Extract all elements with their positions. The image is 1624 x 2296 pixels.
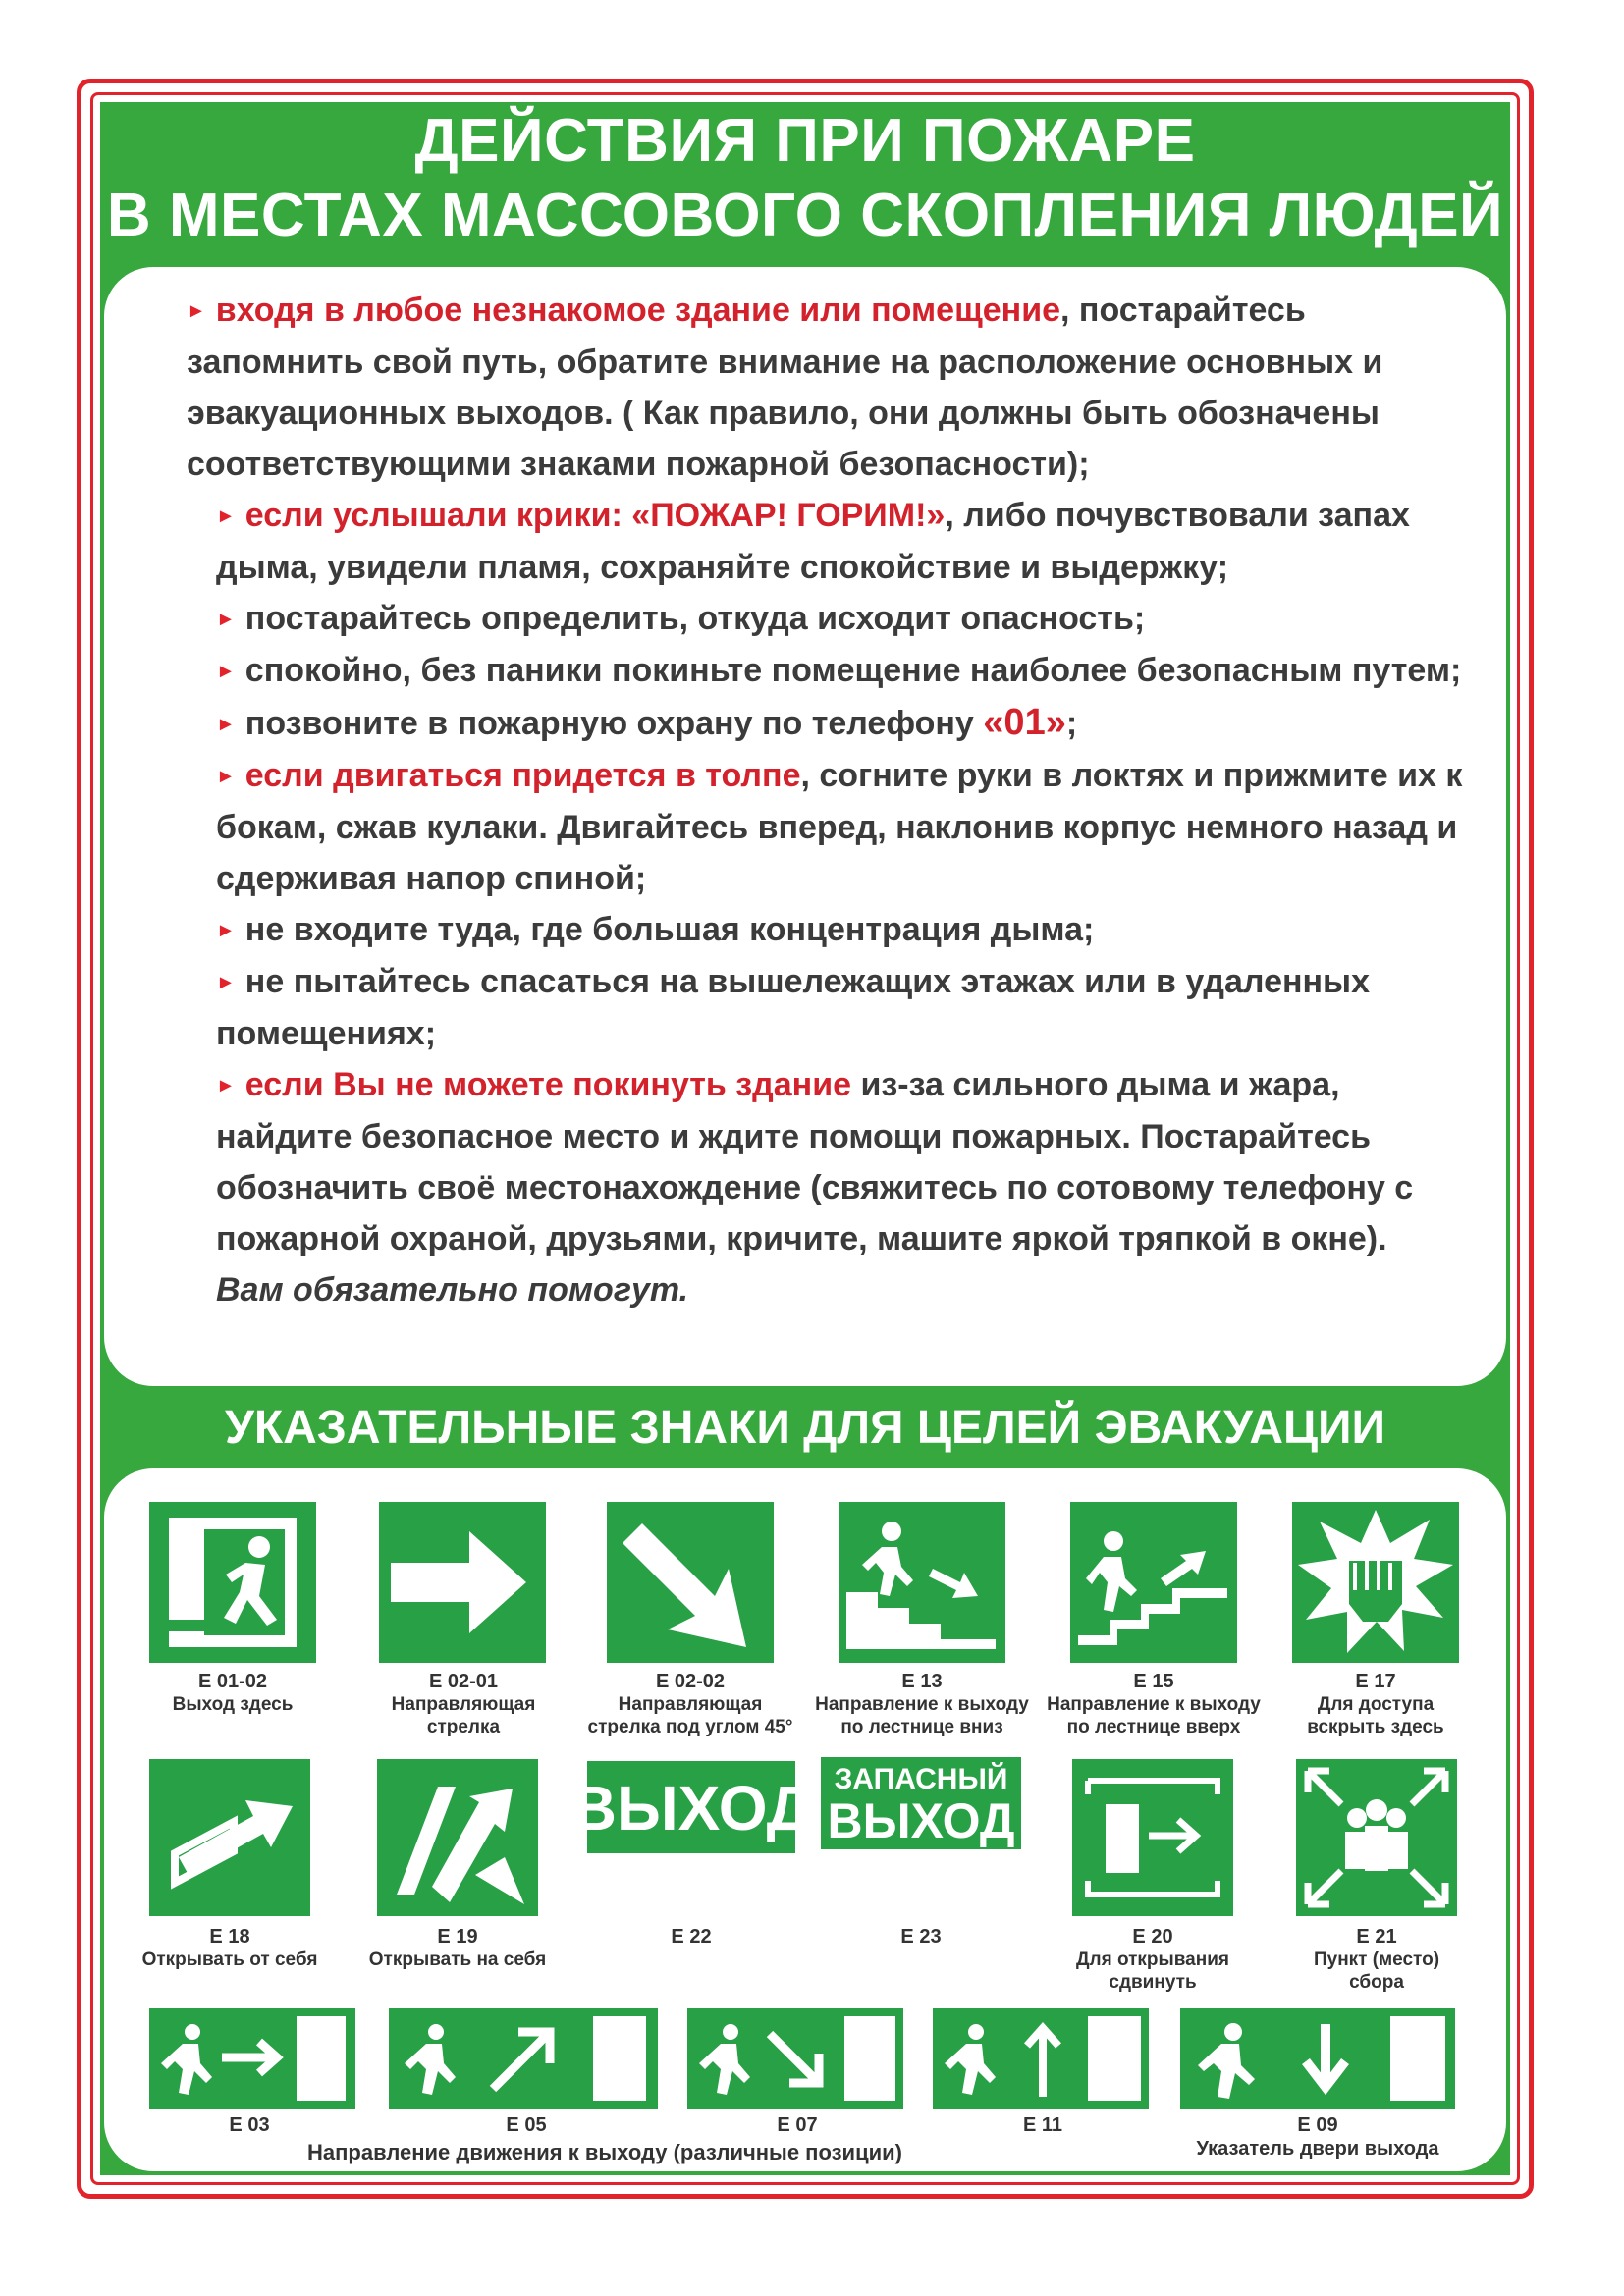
sign-code: E 07 xyxy=(777,2114,818,2136)
rule-9-text: из-за сильного дыма и жара, найдите безопасное место и ждите помощи пожарных. Постарайтесь обозначить своё местонахождение (свяжитесь по сотовому телефону с пожарной охраной, друзьями, кричите, машите яркой тряпкой в окне). xyxy=(216,1066,1414,1257)
rule-7-text: не входите туда, где большая концентрация дыма; xyxy=(244,911,1095,948)
sign-code: E 05 xyxy=(506,2114,547,2136)
rule-4-text: спокойно, без паники покиньте помещение наиболее безопасным путем; xyxy=(244,652,1462,689)
sign-label: Для доступа xyxy=(1317,1694,1435,1715)
sign-caption-e09 xyxy=(1269,2114,1367,2137)
exit-direction-up-right-sign-icon xyxy=(389,2008,658,2109)
sign-code: E 15 xyxy=(1133,1671,1174,1692)
sign-label: Открывать на себя xyxy=(368,1949,547,1970)
sign-caption-e11 xyxy=(994,2114,1092,2137)
bullet-marker-icon: ► xyxy=(187,300,206,322)
door-footer-label: Указатель двери выхода xyxy=(1196,2138,1439,2160)
sign-caption-e17 xyxy=(1272,1671,1479,1738)
sign-label: Направление к выходу xyxy=(1047,1694,1261,1715)
sign-caption-e18 xyxy=(122,1926,338,1971)
emergency-text: ЗАПАСНЫЙ xyxy=(834,1763,1008,1795)
exit-direction-right-sign-icon xyxy=(149,2008,355,2109)
sign-code: E 18 xyxy=(209,1926,250,1948)
sign-caption-e15 xyxy=(1041,1671,1267,1738)
rule-6-text: , согните руки в локтях и прижмите их к бокам, сжав кулаки. Двигайтесь вперед, наклонив корпус немного назад и сдерживая напор спиной; xyxy=(216,757,1463,897)
rule-3 xyxy=(187,593,1463,645)
exit-direction-up-sign-icon xyxy=(933,2008,1149,2109)
sign-label: Открывать от себя xyxy=(141,1949,318,1970)
sign-code: E 02-02 xyxy=(655,1671,726,1692)
sign-caption-e05 xyxy=(477,2114,575,2137)
emergency-exit-text-sign xyxy=(821,1757,1021,1849)
sign-caption-e22 xyxy=(642,1926,740,1949)
sign-label: Направляющая xyxy=(618,1694,763,1715)
sign-caption-e20 xyxy=(1045,1926,1261,1994)
poster-title xyxy=(100,102,1510,253)
rule-5-end: ; xyxy=(1065,705,1078,742)
sign-label: стрелка под углом 45° xyxy=(587,1717,793,1737)
rule-5 xyxy=(187,697,1463,750)
sign-code: E 09 xyxy=(1297,2114,1338,2136)
exit-here-sign-icon xyxy=(149,1502,316,1663)
rule-4 xyxy=(187,645,1463,697)
poster-board xyxy=(100,102,1510,2175)
exit-direction-down-right-sign-icon xyxy=(687,2008,903,2109)
rule-1-highlight: входя в любое незнакомое здание или помещение xyxy=(215,292,1061,329)
sign-caption-e23 xyxy=(872,1926,970,1949)
title-line-1: ДЕЙСТВИЯ ПРИ ПОЖАРЕ xyxy=(414,107,1196,175)
sign-code: E 03 xyxy=(229,2114,270,2136)
bullet-marker-icon: ► xyxy=(216,920,236,941)
sign-code: E 13 xyxy=(901,1671,943,1692)
signs-card xyxy=(104,1468,1506,2171)
slide-to-open-sign-icon xyxy=(1072,1759,1233,1916)
break-glass-sign-icon xyxy=(1292,1502,1459,1663)
rule-2-text: , либо почувствовали запах дыма, увидели пламя, сохраняйте спокойствие и выдержку; xyxy=(216,497,1410,586)
sign-label: стрелка xyxy=(426,1717,501,1737)
rule-8 xyxy=(187,956,1463,1059)
rule-9 xyxy=(187,1059,1463,1264)
sign-label: Направляющая xyxy=(391,1694,536,1715)
sign-label: по лестнице вниз xyxy=(840,1717,1003,1737)
rule-3-text: постарайтесь определить, откуда исходит опасность; xyxy=(244,600,1146,637)
sign-caption-e19 xyxy=(350,1926,566,1971)
bullet-marker-icon: ► xyxy=(216,766,236,787)
bullet-marker-icon: ► xyxy=(216,1075,236,1096)
sign-code: E 01-02 xyxy=(197,1671,268,1692)
sign-code: E 21 xyxy=(1356,1926,1397,1948)
instructions-text xyxy=(187,285,1463,1315)
sign-caption-e0102 xyxy=(139,1671,326,1716)
rule-6 xyxy=(187,750,1463,904)
bullet-marker-icon: ► xyxy=(216,609,236,630)
closing-line: Вам обязательно помогут. xyxy=(216,1271,689,1308)
bullet-marker-icon: ► xyxy=(216,714,236,735)
phone-number: «01» xyxy=(983,702,1066,743)
rule-1 xyxy=(187,285,1463,490)
rule-5-text: позвоните в пожарную охрану по телефону xyxy=(244,705,984,742)
sign-code: E 11 xyxy=(1022,2114,1063,2136)
sign-label: сбора xyxy=(1349,1972,1404,1993)
sign-label: Для открывания xyxy=(1076,1949,1229,1970)
instructions-card xyxy=(104,267,1506,1386)
rule-8-text: не пытайтесь спасаться на вышележащих этажах или в удаленных помещениях; xyxy=(216,963,1370,1052)
sign-label: Пункт (место) xyxy=(1313,1949,1440,1970)
rule-7 xyxy=(187,904,1463,956)
sign-code: E 02-01 xyxy=(428,1671,499,1692)
directions-footer-label: Направление движения к выходу (различные позиции) xyxy=(307,2140,902,2164)
push-door-sign-icon xyxy=(149,1759,310,1916)
title-line-2: В МЕСТАХ МАССОВОГО СКОПЛЕНИЯ ЛЮДЕЙ xyxy=(106,182,1504,249)
bullet-marker-icon: ► xyxy=(216,506,236,527)
arrow-right-sign-icon xyxy=(379,1502,546,1663)
sign-code: E 17 xyxy=(1355,1671,1396,1692)
stairs-down-sign-icon xyxy=(839,1502,1005,1663)
exit-text: ВЫХОД xyxy=(570,1773,812,1843)
sign-label: сдвинуть xyxy=(1109,1972,1197,1993)
exit-text: ВЫХОД xyxy=(827,1793,1015,1848)
sign-code: E 22 xyxy=(671,1926,712,1948)
sign-caption-e03 xyxy=(200,2114,298,2137)
rule-9-highlight: если Вы не можете покинуть здание xyxy=(244,1066,852,1103)
exit-text-sign xyxy=(570,1761,812,1853)
sign-label: вскрыть здесь xyxy=(1307,1717,1444,1737)
stairs-up-sign-icon xyxy=(1070,1502,1237,1663)
rule-1-text: , постарайтесь запомнить свой путь, обратите внимание на расположение основных и эвакуационных выходов. ( Как правило, они должны быть обозначены соответствующими знаками пожарной безопасности); xyxy=(187,292,1383,483)
sign-caption-e0201 xyxy=(365,1671,562,1738)
sign-label: по лестнице вверх xyxy=(1066,1717,1241,1737)
sign-label: Выход здесь xyxy=(172,1694,294,1715)
rule-6-highlight: если двигаться придется в толпе xyxy=(244,757,801,794)
exit-door-pointer-sign-icon xyxy=(1180,2008,1455,2109)
rule-2 xyxy=(187,490,1463,593)
sign-caption-e0202 xyxy=(568,1671,813,1738)
signs-section-title: УКАЗАТЕЛЬНЫЕ ЗНАКИ ДЛЯ ЦЕЛЕЙ ЭВАКУАЦИИ xyxy=(224,1402,1386,1454)
bullet-marker-icon: ► xyxy=(216,661,236,682)
sign-code: E 23 xyxy=(900,1926,942,1948)
sign-caption-e13 xyxy=(809,1671,1035,1738)
sign-label: Направление к выходу xyxy=(815,1694,1029,1715)
assembly-point-sign-icon xyxy=(1296,1759,1457,1916)
rule-2-highlight: если услышали крики: «ПОЖАР! ГОРИМ!» xyxy=(244,497,946,534)
sign-caption-e07 xyxy=(748,2114,846,2137)
sign-code: E 19 xyxy=(437,1926,478,1948)
pull-door-sign-icon xyxy=(377,1759,538,1916)
sign-caption-e21 xyxy=(1278,1926,1475,1994)
arrow-45-sign-icon xyxy=(607,1502,774,1663)
bullet-marker-icon: ► xyxy=(216,972,236,993)
sign-code: E 20 xyxy=(1132,1926,1173,1948)
